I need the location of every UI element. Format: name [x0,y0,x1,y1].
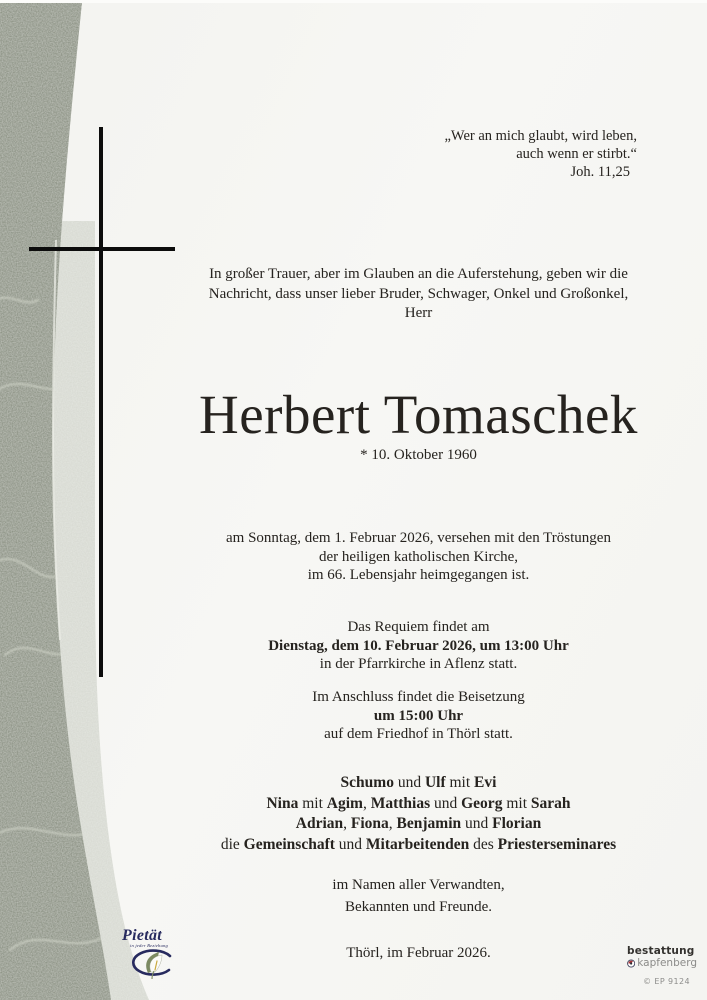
burial-time: um 15:00 Uhr [373,707,464,724]
place-date-line: Thörl, im Februar 2026. [346,945,491,961]
mourners-line: Adrian, Fiona, Benjamin und Florian [295,815,542,832]
requiem-datetime: Dienstag, dem 10. Februar 2026, um 13:00 Uhr [268,637,569,654]
intro-paragraph [130,265,707,324]
closing-line: Bekannten und Freunde. [344,899,493,915]
cross-horizontal-bar [29,247,175,251]
intro-line: Nachricht, dass unser lieber Bruder, Schwager, Onkel und Großonkel, [208,285,629,302]
passing-line: der heiligen katholischen Kirche, [318,548,519,565]
publisher-logo [627,946,697,969]
pietaet-logo-wordmark: Pietät [122,927,163,944]
birth-date: * 10. Oktober 1960 [360,447,477,463]
mourners-line: Schumo und Ulf mit Evi [340,774,497,791]
bible-quote [300,127,637,181]
closing-line: im Namen aller Verwandten, [332,877,505,893]
mourners-list [130,773,707,855]
burial-line: Im Anschluss findet die Beisetzung [312,689,525,705]
deceased-name: Herbert Tomaschek [199,384,638,445]
intro-line: Herr [404,305,433,321]
burial-location: auf dem Friedhof in Thörl statt. [324,726,513,742]
closing-paragraph [130,874,707,918]
pietaet-logo-tagline: in jeder Beziehung [130,943,169,948]
requiem-details [130,618,707,674]
print-code: © EP 9124 [643,977,690,986]
quote-source: Joh. 11,25 [570,164,630,180]
pietaet-logo [120,928,184,981]
publisher-name-line2: kapfenberg [637,957,697,969]
publisher-name-line1: bestattung [627,945,695,957]
quote-line: auch wenn er stirbt.“ [516,146,637,162]
passing-line: im 66. Lebensjahr heimgegangen ist. [307,567,530,583]
burial-details [130,688,707,744]
pietaet-swoosh-icon [128,949,176,981]
requiem-line: Das Requiem findet am [347,619,490,635]
passing-line: am Sonntag, dem 1. Februar 2026, versehen mit den Tröstungen [226,530,611,546]
quote-line: „Wer an mich glaubt, wird leben, [444,128,637,144]
intro-line: In großer Trauer, aber im Glauben an die Auferstehung, geben wir die [209,266,628,282]
requiem-location: in der Pfarrkirche in Aflenz statt. [319,656,518,672]
mourners-line: die Gemeinschaft und Mitarbeitenden des Priesterseminares [220,835,617,853]
cross-vertical-bar [99,127,103,677]
mourners-line: Nina mit Agim, Matthias und Georg mit Sarah [266,794,571,812]
passing-paragraph [130,529,707,585]
kapfenberg-logo-icon [627,959,635,968]
